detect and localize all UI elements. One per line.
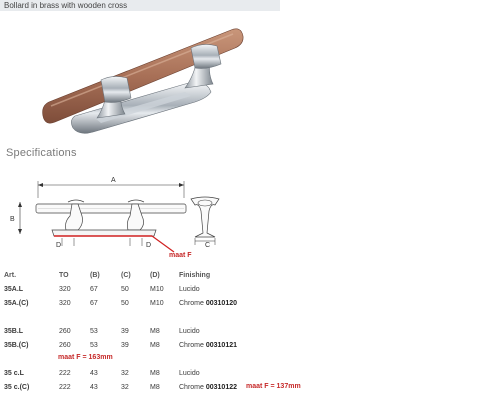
- cell-b: 53: [90, 341, 98, 349]
- finish-name: Lucido: [179, 369, 200, 377]
- dim-b-label: B: [10, 216, 15, 223]
- table-header-row: [4, 268, 299, 282]
- finish-name: Lucido: [179, 327, 200, 335]
- cell-art: 35B.L: [4, 327, 24, 335]
- cell-art: 35B.(C): [4, 341, 29, 349]
- finish-name: Chrome: [179, 383, 204, 391]
- dim-d-left-label: D: [56, 242, 62, 249]
- table-row: [4, 324, 299, 338]
- cell-b: 43: [90, 369, 98, 377]
- product-photo: [35, 18, 245, 138]
- table-row: [4, 366, 299, 380]
- cell-finishing: [179, 366, 299, 380]
- header-c: (C): [121, 271, 131, 279]
- cell-to: 260: [59, 341, 71, 349]
- side-view-drawing: [185, 195, 225, 250]
- table-spacer: [4, 310, 299, 324]
- finish-name: Chrome: [179, 299, 204, 307]
- caption-bar: [0, 0, 280, 11]
- cell-art: 35 c.(C): [4, 383, 30, 391]
- cell-c: 50: [121, 285, 129, 293]
- header-to: TO: [59, 271, 69, 279]
- cell-d: M8: [150, 327, 160, 335]
- maat-f-note-35b: maat F = 163mm: [58, 354, 113, 361]
- cell-c: 32: [121, 383, 129, 391]
- cell-art: 35A.L: [4, 285, 24, 293]
- cell-c: 50: [121, 299, 129, 307]
- maat-f-note-35c: maat F = 137mm: [246, 383, 301, 390]
- finish-name: Lucido: [179, 285, 200, 293]
- header-b: (B): [90, 271, 100, 279]
- cell-d: M8: [150, 341, 160, 349]
- cell-b: 67: [90, 299, 98, 307]
- cell-b: 53: [90, 327, 98, 335]
- header-finishing: Finishing: [179, 271, 211, 279]
- cell-art: 35A.(C): [4, 299, 29, 307]
- cell-d: M10: [150, 299, 164, 307]
- cell-finishing: [179, 282, 299, 296]
- cell-finishing: [179, 324, 299, 338]
- cell-c: 39: [121, 327, 129, 335]
- dim-d-right-label: D: [146, 242, 152, 249]
- cell-finishing: [179, 338, 299, 352]
- table-spacer: [4, 352, 299, 366]
- product-caption: Bollard in brass with wooden cross: [4, 1, 128, 10]
- dim-a-label: A: [111, 177, 116, 184]
- product-code: 00310121: [205, 341, 238, 349]
- product-code: 00310122: [205, 383, 238, 391]
- finish-name: Chrome: [179, 341, 204, 349]
- table-row: [4, 296, 299, 310]
- header-d: (D): [150, 271, 160, 279]
- cell-to: 320: [59, 299, 71, 307]
- dim-c-label: C: [205, 242, 211, 249]
- cell-d: M8: [150, 369, 160, 377]
- cell-to: 260: [59, 327, 71, 335]
- cell-d: M10: [150, 285, 164, 293]
- specifications-heading: Specifications: [6, 147, 77, 159]
- cell-to: 320: [59, 285, 71, 293]
- specifications-table: [4, 268, 299, 394]
- cell-c: 32: [121, 369, 129, 377]
- cell-d: M8: [150, 383, 160, 391]
- cell-finishing: [179, 296, 299, 310]
- cell-c: 39: [121, 341, 129, 349]
- cell-b: 43: [90, 383, 98, 391]
- header-art: Art.: [4, 271, 17, 279]
- table-row: [4, 338, 299, 352]
- product-code: 00310120: [205, 299, 238, 307]
- cell-to: 222: [59, 369, 71, 377]
- cell-b: 67: [90, 285, 98, 293]
- cell-to: 222: [59, 383, 71, 391]
- cell-art: 35 c.L: [4, 369, 24, 377]
- maat-f-label: maat F: [169, 252, 192, 259]
- table-row: [4, 282, 299, 296]
